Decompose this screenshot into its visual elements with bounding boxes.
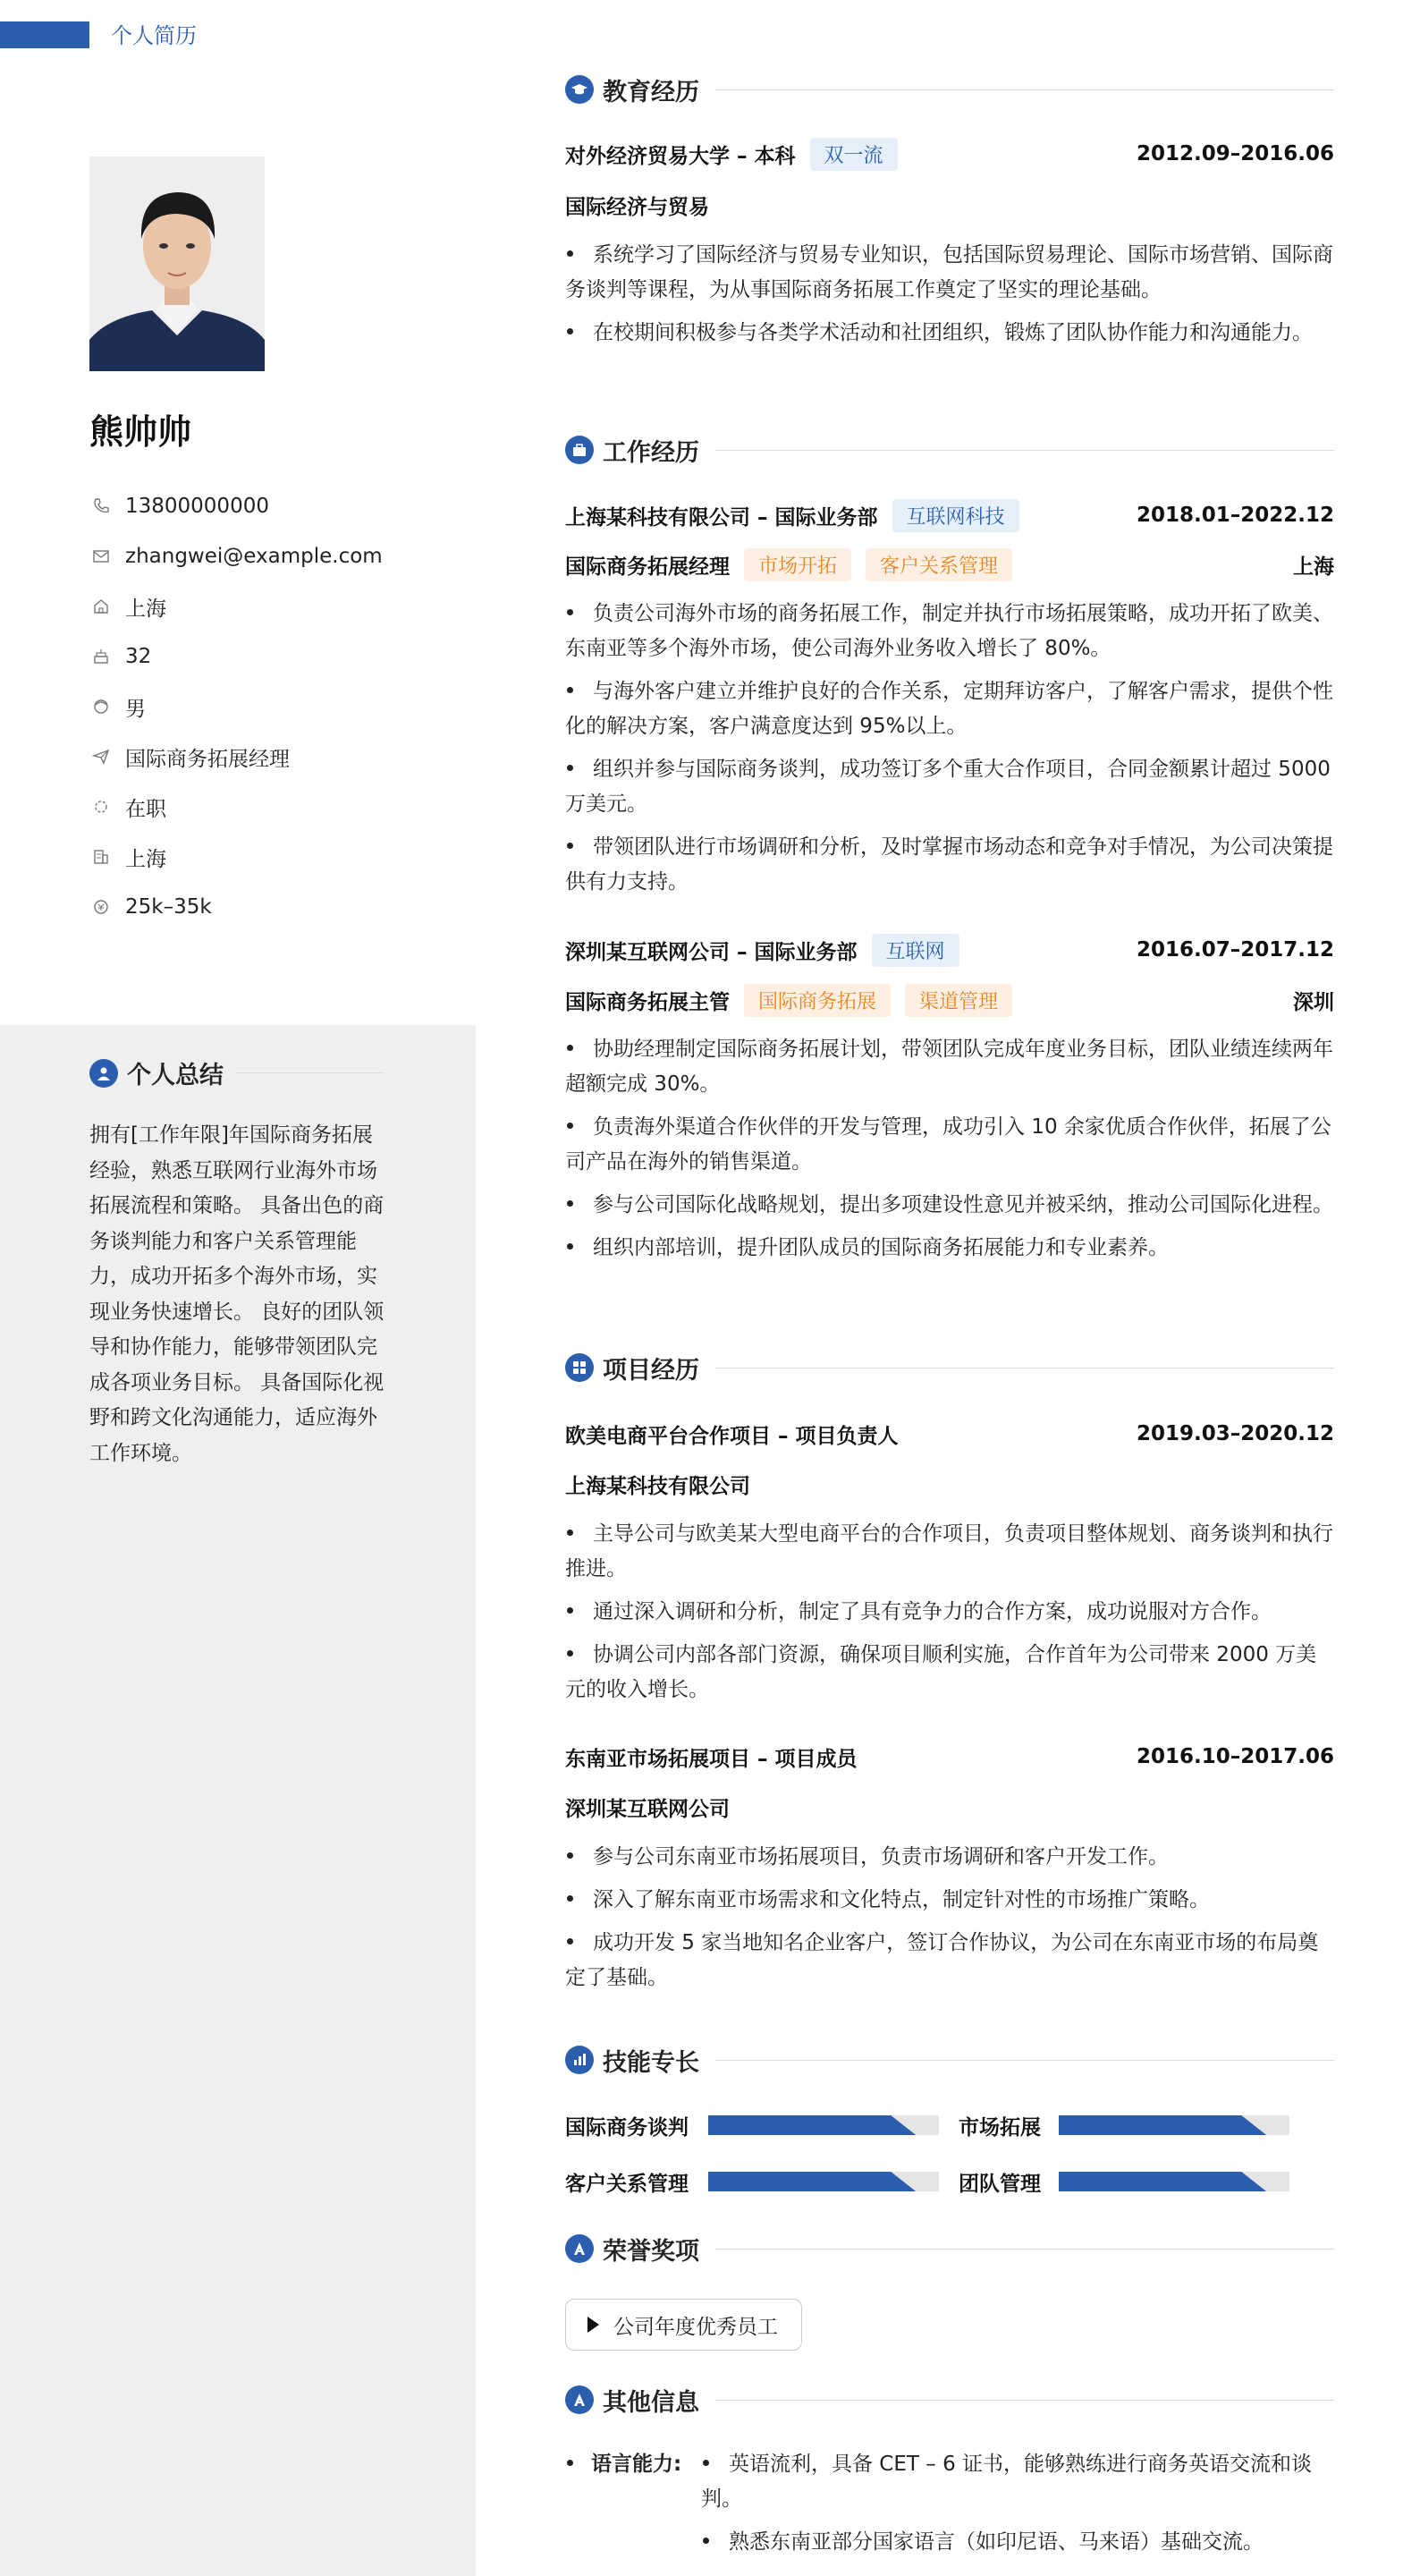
other-header xyxy=(565,2382,1334,2418)
job-role: 国际商务拓展主管 xyxy=(565,990,730,1014)
language-label: 语言能力: xyxy=(565,2447,701,2568)
job-skill-tag: 国际商务拓展 xyxy=(744,984,891,1017)
page-title: 个人简历 xyxy=(111,23,197,48)
header-accent-bar xyxy=(0,21,89,48)
building-icon xyxy=(89,845,113,869)
info-age xyxy=(89,631,383,682)
info-email xyxy=(89,531,383,581)
info-target-city xyxy=(89,832,383,882)
info-status xyxy=(89,782,383,832)
education-row xyxy=(565,136,1334,172)
list-item: 英语流利，具备 CET – 6 证书，能够熟练进行商务英语交流和谈判。 xyxy=(701,2453,1313,2511)
job-city: 深圳 xyxy=(1293,990,1334,1014)
paper-plane-icon xyxy=(89,745,113,768)
project-1-row xyxy=(565,1416,1334,1452)
project-1-bullets xyxy=(565,1517,1334,1716)
job-skill-tag: 客户关系管理 xyxy=(866,548,1012,581)
job-2-bullets xyxy=(565,1032,1334,1274)
list-item: 系统学习了国际经济与贸易专业知识，包括国际贸易理论、国际市场营销、国际商务谈判等课程，为从事国际商务拓展工作奠定了坚实的理论基础。 xyxy=(565,243,1333,301)
summary-text: 拥有[工作年限]年国际商务拓展经验，熟悉互联网行业海外市场拓展流程和策略。 具备出色的商务谈判能力和客户关系管理能力，成功开拓多个海外市场，实现业务快速增长。 良好的团队领导和协作能力，能够带领团队完成各项业务目标。 具备国际化视野和跨文化沟通能力，适应海外工作环境。 xyxy=(89,1123,385,1465)
job-industry-tag: 互联网科技 xyxy=(892,499,1019,532)
info-phone xyxy=(89,481,383,531)
grid-icon xyxy=(565,1353,594,1382)
contact-info-list xyxy=(89,481,383,932)
info-position xyxy=(89,732,383,782)
status-text: 在职 xyxy=(125,797,166,821)
home-icon xyxy=(89,595,113,618)
list-item: 参与公司东南亚市场拓展项目，负责市场调研和客户开发工作。 xyxy=(565,1840,1334,1875)
list-item: 成功开发 5 家当地知名企业客户，签订合作协议，为公司在东南亚市场的布局奠定了基础。 xyxy=(565,1931,1319,1989)
position-text: 国际商务拓展经理 xyxy=(125,747,290,771)
job-skill-tag: 市场开拓 xyxy=(744,548,851,581)
education-bullets xyxy=(565,238,1334,359)
school-tag: 双一流 xyxy=(810,138,898,171)
info-gender xyxy=(89,682,383,732)
list-item: 主导公司与欧美某大型电商平台的合作项目，负责项目整体规划、商务谈判和执行推进。 xyxy=(565,1522,1333,1580)
skill-name: 市场拓展 xyxy=(959,2115,1041,2140)
project-2-bullets xyxy=(565,1840,1334,2004)
face-icon xyxy=(89,695,113,718)
projects-header xyxy=(565,1350,1334,1385)
list-item: 参与公司国际化战略规划，提出多项建设性意见并被采纳，推动公司国际化进程。 xyxy=(565,1188,1334,1223)
summary-divider xyxy=(236,1072,385,1073)
list-item: 协助经理制定国际商务拓展计划，带领团队完成年度业务目标，团队业绩连续两年超额完成 30%。 xyxy=(565,1038,1333,1096)
skills-header xyxy=(565,2042,1334,2078)
education-period: 2012.09–2016.06 xyxy=(1136,142,1334,165)
list-item: 组织并参与国际商务谈判，成功签订多个重大合作项目，合同金额累计超过 5000 万美元。 xyxy=(565,758,1331,816)
list-item: 与海外客户建立并维护良好的合作关系，定期拜访客户，了解客户需求，提供个性化的解决方案，客户满意度达到 95%以上。 xyxy=(565,680,1333,738)
job-company: 上海某科技有限公司 – 国际业务部 xyxy=(565,505,878,530)
awards-title: 荣誉奖项 xyxy=(603,2237,699,2266)
skill-bar-fill xyxy=(1059,2172,1266,2191)
list-item: 协调公司内部各部门资源，确保项目顺利实施，合作首年为公司带来 2000 万美元的收入增长。 xyxy=(565,1643,1317,1701)
job-role: 国际商务拓展经理 xyxy=(565,555,730,579)
other-info xyxy=(565,2447,1334,2568)
skill-item xyxy=(565,2168,939,2195)
skill-name: 团队管理 xyxy=(959,2172,1041,2196)
language-list xyxy=(701,2447,1334,2568)
job-2-company-row xyxy=(565,932,1334,968)
project-period: 2016.10–2017.06 xyxy=(1136,1745,1334,1768)
list-item: 负责公司海外市场的商务拓展工作，制定并执行市场拓展策略，成功开拓了欧美、东南亚等多个海外市场，使公司海外业务收入增长了 80%。 xyxy=(565,602,1333,660)
job-company: 深圳某互联网公司 – 国际业务部 xyxy=(565,940,858,964)
job-period: 2018.01–2022.12 xyxy=(1136,504,1334,527)
job-skill-tag: 渠道管理 xyxy=(905,984,1012,1017)
summary-title: 个人总结 xyxy=(127,1062,224,1089)
award-text: 公司年度优秀员工 xyxy=(613,2315,778,2339)
project-2-row xyxy=(565,1739,1334,1775)
phone-icon xyxy=(89,495,113,518)
skills-title: 技能专长 xyxy=(603,2048,699,2077)
job-1-company-row xyxy=(565,497,1334,533)
school-name: 对外经济贸易大学 – 本科 xyxy=(565,144,796,168)
job-city: 上海 xyxy=(1293,555,1334,579)
work-header xyxy=(565,432,1334,468)
education-header xyxy=(565,72,1334,107)
profile-name: 熊帅帅 xyxy=(89,412,192,452)
projects-title: 项目经历 xyxy=(603,1356,699,1385)
list-item: 带领团队进行市场调研和分析，及时掌握市场动态和竞争对手情况，为公司决策提供有力支持。 xyxy=(565,835,1333,894)
skill-bar xyxy=(1059,2172,1289,2191)
age-text: 32 xyxy=(125,645,152,668)
awards-header xyxy=(565,2231,1334,2267)
project-period: 2019.03–2020.12 xyxy=(1136,1422,1334,1445)
skill-name: 国际商务谈判 xyxy=(565,2115,689,2140)
skill-bar-fill xyxy=(708,2172,916,2191)
salary-text: 25k–35k xyxy=(125,895,212,919)
other-divider xyxy=(715,2400,1334,2401)
skill-bar xyxy=(708,2172,939,2191)
list-item: 负责海外渠道合作伙伴的开发与管理，成功引入 10 余家优质合作伙伴，拓展了公司产品在海外的销售渠道。 xyxy=(565,1115,1331,1174)
avatar-photo xyxy=(89,157,265,371)
work-title: 工作经历 xyxy=(603,438,699,467)
info-icon xyxy=(565,2385,594,2414)
skills-divider xyxy=(715,2060,1334,2061)
other-title: 其他信息 xyxy=(603,2388,699,2417)
gender-text: 男 xyxy=(125,697,146,721)
project-name: 东南亚市场拓展项目 – 项目成员 xyxy=(565,1747,858,1771)
education-title: 教育经历 xyxy=(603,78,699,106)
cake-icon xyxy=(89,645,113,668)
target-city-text: 上海 xyxy=(125,847,166,871)
list-item: 熟悉东南亚部分国家语言（如印尼语、马来语）基础交流。 xyxy=(701,2525,1334,2560)
list-item: 在校期间积极参与各类学术活动和社团组织，锻炼了团队协作能力和沟通能力。 xyxy=(565,316,1334,351)
user-icon xyxy=(89,1059,118,1088)
mail-icon xyxy=(89,545,113,568)
job-industry-tag: 互联网 xyxy=(872,934,959,967)
briefcase-icon xyxy=(565,436,594,464)
award-icon xyxy=(565,2234,594,2263)
project-org: 深圳某互联网公司 xyxy=(565,1798,730,1821)
info-salary xyxy=(89,882,383,932)
job-2-role-row xyxy=(565,982,1334,1018)
job-1-role-row xyxy=(565,547,1334,582)
awards-divider xyxy=(715,2249,1334,2250)
city-text: 上海 xyxy=(125,597,166,621)
skill-bar-fill xyxy=(708,2115,916,2135)
job-period: 2016.07–2017.12 xyxy=(1136,938,1334,962)
email-text: zhangwei@example.com xyxy=(125,545,383,568)
award-badge xyxy=(565,2299,802,2351)
summary-header xyxy=(89,1055,385,1090)
skill-name: 客户关系管理 xyxy=(565,2172,689,2196)
list-item: 深入了解东南亚市场需求和文化特点，制定针对性的市场推广策略。 xyxy=(565,1883,1334,1918)
skill-bar xyxy=(708,2115,939,2135)
skill-item xyxy=(565,2112,939,2139)
play-icon xyxy=(587,2317,599,2333)
bar-chart-icon xyxy=(565,2046,594,2074)
skill-bar-fill xyxy=(1059,2115,1266,2135)
status-icon xyxy=(89,795,113,818)
info-city xyxy=(89,581,383,631)
graduation-cap-icon xyxy=(565,75,594,104)
skill-bar xyxy=(1059,2115,1289,2135)
phone-text: 13800000000 xyxy=(125,495,269,518)
project-name: 欧美电商平台合作项目 – 项目负责人 xyxy=(565,1424,899,1448)
list-item: 组织内部培训，提升团队成员的国际商务拓展能力和专业素养。 xyxy=(565,1231,1334,1266)
list-item: 通过深入调研和分析，制定了具有竞争力的合作方案，成功说服对方合作。 xyxy=(565,1595,1334,1630)
language-row xyxy=(565,2447,1334,2568)
coin-icon xyxy=(89,895,113,919)
job-1-bullets xyxy=(565,597,1334,908)
skill-item xyxy=(959,2112,1289,2139)
work-divider xyxy=(715,450,1334,451)
education-major: 国际经济与贸易 xyxy=(565,196,709,219)
project-org: 上海某科技有限公司 xyxy=(565,1475,750,1498)
education-divider xyxy=(715,89,1334,90)
skill-item xyxy=(959,2168,1289,2195)
